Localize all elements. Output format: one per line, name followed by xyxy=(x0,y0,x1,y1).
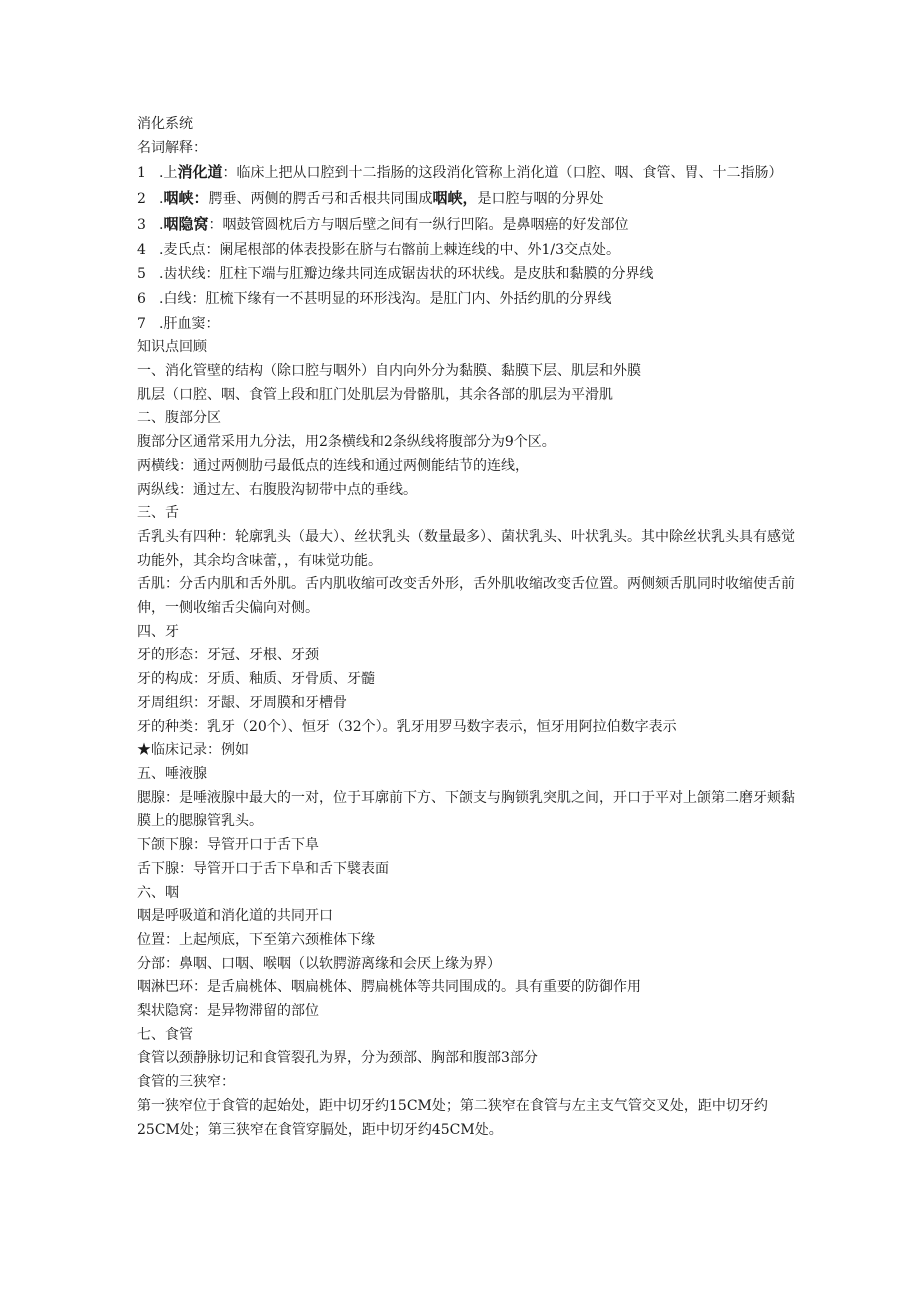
section-heading: 四、牙 xyxy=(137,623,179,640)
text-line: 牙的种类：乳牙（20个）、恒牙（32个）。乳牙用罗马数字表示，恒牙用阿拉伯数字表示 xyxy=(137,718,677,735)
document-page xyxy=(137,113,797,1142)
item-number: 4 xyxy=(137,241,146,258)
text-line: 一、消化管壁的结构（除口腔与咽外）自内向外分为黏膜、黏膜下层、肌层和外膜 xyxy=(137,363,641,380)
definition-item: 7 .肝血窦： xyxy=(137,313,797,337)
item-number: 6 xyxy=(137,290,146,307)
text-paragraph: 第一狭窄位于食管的起始处，距中切牙约15CM处；第二狭窄在食管与左主支气管交叉处，距中切牙约25CM处；第三狭窄在食管穿膈处，距中切牙约45CM处。 xyxy=(137,1097,768,1138)
text-line: 两纵线：通过左、右腹股沟韧带中点的垂线。 xyxy=(137,481,417,498)
text-line: 食管以颈静脉切记和食管裂孔为界，分为颈部、胸部和腹部3部分 xyxy=(137,1050,538,1067)
text-line: 咽是呼吸道和消化道的共同开口 xyxy=(137,908,333,925)
text-line: ★临床记录：例如 xyxy=(137,742,249,759)
text-line: 舌下腺：导管开口于舌下阜和舌下襞表面 xyxy=(137,860,389,877)
text-line: 咽淋巴环：是舌扁桃体、咽扁桃体、腭扁桃体等共同围成的。具有重要的防御作用 xyxy=(137,979,641,996)
definition-term: 咽隐窝 xyxy=(163,214,209,233)
text-line: 肌层（口腔、咽、食管上段和肛门处肌层为骨骼肌，其余各部的肌层为平滑肌 xyxy=(137,386,613,403)
item-number: 2 xyxy=(137,191,146,208)
text-paragraph: 腮腺：是唾液腺中最大的一对，位于耳廓前下方、下颌支与胸锁乳突肌之间，开口于平对上颌第二磨牙颊黏膜上的腮腺管乳头。 xyxy=(137,789,795,830)
definition-term: 消化道 xyxy=(177,163,223,182)
review-body xyxy=(137,360,797,1142)
text-paragraph: 舌乳头有四种：轮廓乳头（最大）、丝状乳头（数量最多）、菌状乳头、叶状乳头。其中除丝状乳头具有感觉功能外，其余均含味蕾，，有味觉功能。 xyxy=(137,528,795,569)
section-heading: 三、舌 xyxy=(137,505,179,522)
definition-term: 咽峡： xyxy=(163,189,209,208)
text-line: 牙的构成：牙质、釉质、牙骨质、牙髓 xyxy=(137,671,375,688)
text-line: 两横线：通过两侧肋弓最低点的连线和通过两侧能结节的连线， xyxy=(137,457,529,474)
item-number: 7 xyxy=(137,315,146,332)
text-line: 牙的形态：牙冠、牙根、牙颈 xyxy=(137,647,319,664)
text-line: 食管的三狭窄： xyxy=(137,1074,235,1091)
text-line: 下颌下腺：导管开口于舌下阜 xyxy=(137,837,319,854)
text-line: 分部：鼻咽、口咽、喉咽（以软腭游离缘和会厌上缘为界） xyxy=(137,955,501,972)
section-heading: 六、咽 xyxy=(137,884,179,901)
definition-term: 咽峡， xyxy=(432,189,478,208)
section-heading: 二、腹部分区 xyxy=(137,410,221,427)
text-line: 梨状隐窝：是异物滞留的部位 xyxy=(137,1003,319,1020)
definition-item: 2 .咽峡：腭垂、两侧的腭舌弓和舌根共同围成咽峡，是口腔与咽的分界处 xyxy=(137,187,797,212)
review-heading: 知识点回顾 xyxy=(137,339,207,356)
section-heading: 五、唾液腺 xyxy=(137,765,207,782)
doc-title: 消化系统 xyxy=(137,116,193,132)
item-number: 3 xyxy=(137,216,146,233)
definitions-heading: 名词解释： xyxy=(137,139,207,156)
item-number: 5 xyxy=(137,266,146,283)
section-heading: 七、食管 xyxy=(137,1026,193,1043)
definition-item: 5 .齿状线：肛柱下端与肛瓣边缘共同连成锯齿状的环状线。是皮肤和黏膜的分界线 xyxy=(137,263,797,287)
definition-item: 1 .上消化道：临床上把从口腔到十二指肠的这段消化管称上消化道（口腔、咽、食管、胃、十二指肠） xyxy=(137,161,797,186)
definition-item: 6 .白线：肛梳下缘有一不甚明显的环形浅沟。是肛门内、外括约肌的分界线 xyxy=(137,288,797,312)
text-paragraph: 舌肌：分舌内肌和舌外肌。舌内肌收缩可改变舌外形，舌外肌收缩改变舌位置。两侧颏舌肌同时收缩使舌前伸，一侧收缩舌尖偏向对侧。 xyxy=(137,576,795,617)
text-line: 牙周组织：牙龈、牙周膜和牙槽骨 xyxy=(137,694,347,711)
item-number: 1 xyxy=(137,165,146,182)
text-line: 腹部分区通常采用九分法，用2条横线和2条纵线将腹部分为9个区。 xyxy=(137,434,556,451)
definition-item: 4 .麦氏点：阑尾根部的体表投影在脐与右髂前上棘连线的中、外1/3交点处。 xyxy=(137,239,797,263)
definition-item: 3 .咽隐窝：咽鼓管圆枕后方与咽后壁之间有一纵行凹陷。是鼻咽癌的好发部位 xyxy=(137,213,797,238)
text-line: 位置：上起颅底，下至第六颈椎体下缘 xyxy=(137,931,375,948)
